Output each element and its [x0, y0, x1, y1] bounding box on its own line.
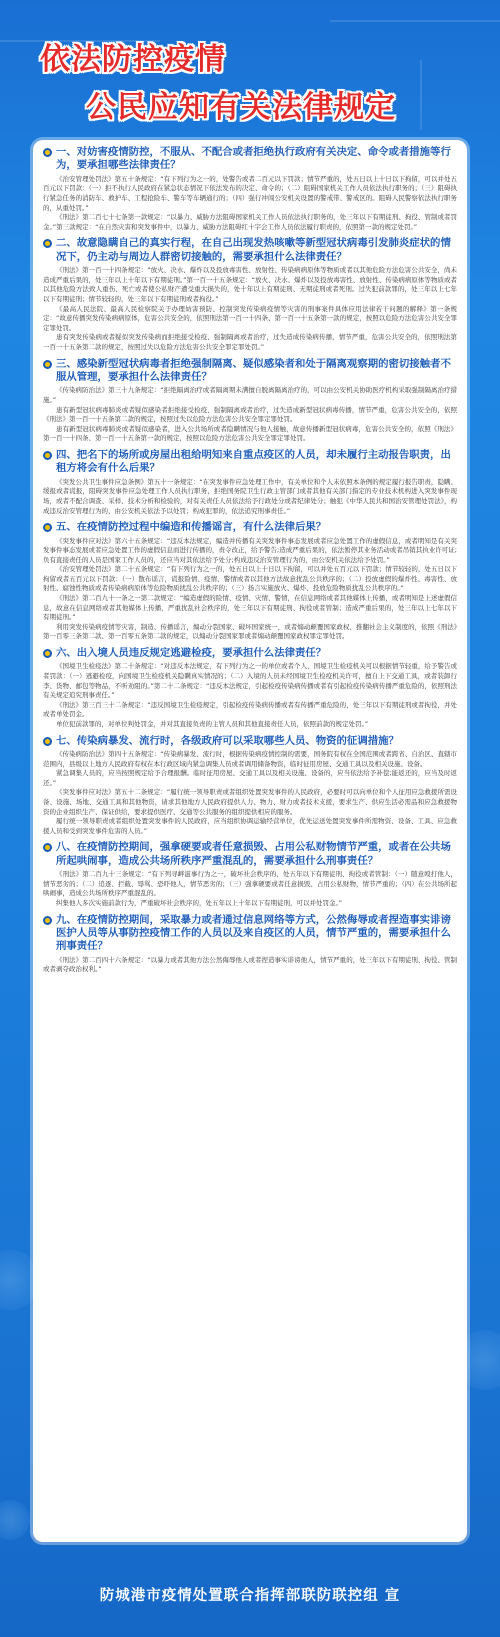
law-paragraph: 《治安管理处罚法》第二十五条规定：“有下列行为之一的，处五日以上十日以下拘留，可以并处五百元以下罚款；情节较轻的，处五日以下拘留或者五百元以下罚款：（一）散布谣言，谎报险情、疫情、警情或者以其他方法故意扰乱公共秩序的；（二）投放虚假的爆炸性、毒害性、放射性、腐蚀性物质或者传染病病原体等危险物质扰乱公共秩序的；（三）扬言实施放火、爆炸、投放危险物质扰乱公共秩序的。”: [43, 565, 457, 593]
section-question: [43, 914, 457, 954]
title-line2: 公民应知有关法律规定: [86, 90, 396, 125]
law-section: [43, 358, 457, 444]
law-paragraph: 纠集他人多次实施前款行为，严重破坏社会秩序的，处五年以上十年以下有期徒刑，可以并处罚金。”: [56, 898, 343, 907]
bullet-icon: [43, 360, 52, 369]
question-text: 九、在疫情防控期间，采取暴力或者通过信息网络等方式，公然侮辱或者捏造事实诽谤医护人员等从事防控疫情工作的人员以及来自疫区的人员，情节严重的，需要承担什么刑事责任？: [56, 913, 451, 953]
poster-title: [0, 0, 500, 140]
law-section: [43, 449, 457, 516]
law-section: [43, 237, 457, 352]
law-paragraph: 《刑法》第二百四十六条规定：“以暴力或者其他方法公然侮辱他人或者捏造事实诽谤他人，情节严重的，处三年以下有期徒刑、拘役、管制或者剥夺政治权利。”: [43, 955, 457, 974]
section-question: [43, 358, 457, 385]
law-paragraph: 《刑法》第三百三十二条规定：“违反国境卫生检疫规定，引起检疫传染病传播或者有传播严重危险的，处三年以下有期徒刑或者拘役，并处或者单处罚金。: [43, 700, 457, 719]
law-paragraph: 患有新型冠状病毒肺炎或者疑似感染者拒绝接受检疫、强制隔离或者治疗，过失造成新型冠状病毒传播，情节严重，危害公共安全的，依照《刑法》第一百一十五条第二款的规定，按照过失以危险方法危害公共安全罪定罪处罚。: [43, 405, 457, 424]
law-paragraph: 单位犯前款罪的，对单位判处罚金，并对其直接负责的主管人员和其他直接责任人员，依照前款的规定处罚。”: [56, 720, 369, 728]
law-section: [43, 647, 457, 730]
section-question: [43, 841, 457, 868]
law-paragraph: 《突发事件应对法》第五十二条规定：“履行统一领导职责或者组织处置突发事件的人民政府，必要时可以向单位和个人征用应急救援所需设备、设施、场地、交通工具和其他物资，请求其他地方人民政府提供人力、物力、财力或者技术支援，要求生产、供应生活必需品和应急救援物资的企业组织生产、保证供给，要求提供医疗、交通等公共服务的组织提供相应的服务。: [43, 788, 457, 816]
bullet-icon: [43, 451, 52, 460]
bullet-icon: [43, 649, 52, 658]
section-question: [43, 449, 457, 476]
bullet-icon: [43, 239, 52, 248]
question-text: 五、在疫情防控过程中编造和传播谣言，有什么法律后果？: [56, 521, 327, 534]
section-question: [43, 521, 457, 534]
law-paragraph: 《刑法》第二百七十七条第一款规定：“以暴力、威胁方法阻碍国家机关工作人员依法执行职务的，处三年以下有期徒刑、拘役、管制或者罚金。”第三款规定：“在自然灾害和突发事件中，以暴力、威胁方法阻碍红十字会工作人员依法履行职责的，依照第一款的规定处罚。”: [43, 213, 457, 231]
bullet-icon: [43, 843, 52, 852]
law-paragraph: 《传染病防治法》第三十九条规定：“拒绝隔离治疗或者隔离期未满擅自脱离隔离治疗的，可以由公安机关协助医疗机构采取强制隔离治疗措施。”: [43, 386, 457, 404]
law-paragraph: 《刑法》第二百九十三条规定：“有下列寻衅滋事行为之一，破坏社会秩序的，处五年以下有期徒刑、拘役或者管制：（一）随意殴打他人，情节恶劣的；（二）追逐、拦截、辱骂、恐吓他人，情节恶劣的；（三）强拿硬要或者任意损毁、占用公私财物，情节严重的；（四）在公共场所起哄闹事，造成公共场所秩序严重混乱的。: [43, 870, 457, 898]
virus-icon: [0, 1500, 30, 1540]
law-section: [43, 735, 457, 837]
question-text: 三、感染新型冠状病毒者拒绝强制隔离、疑似感染者和处于隔离观察期的密切接触者不服从管理，要承担什么法律责任？: [56, 357, 451, 383]
question-text: 二、故意隐瞒自己的真实行程，在自己出现发热咳嗽等新型冠状病毒引发肺炎症状的情况下，仍主动与周边人群密切接触的，需要承担什么法律责任？: [56, 237, 451, 263]
law-paragraph: 《突发事件应对法》第六十五条规定：“违反本法规定，编造并传播有关突发事件事态发展或者应急处置工作的虚假信息，或者明知是有关突发事件事态发展或者应急处置工作的虚假信息而进行传播的，责令改正，给予警告;造成严重后果的，依法暂停其业务活动或者吊销其执业许可证;负有直接责任的人员是国家工作人员的，还应当对其依法给予处分;构成违反治安管理行为的，由公安机关依法给予处罚。”: [43, 536, 457, 564]
law-paragraph: 《突发公共卫生事件应急条例》第五十一条规定：“在突发事件应急处理工作中，有关单位和个人未依照本条例的规定履行报告职责，隐瞒、缓报或者谎报，阻碍突发事件应急处理工作人员执行职务，拒绝国务院卫生行政主管部门或者其他有关部门指定的专业技术机构进入突发事件现场，或者不配合调查、采样、技术分析和检验的，对有关责任人员依法给予行政处分或者纪律处分；触犯《中华人民共和国治安管理处罚法》，构成违反治安管理行为的，由公安机关依法予以处罚；构成犯罪的，依法追究刑事责任。”: [43, 477, 457, 515]
section-question: [43, 735, 457, 748]
title-line1: 依法防控疫情: [40, 42, 226, 77]
question-text: 八、在疫情防控期间，强拿硬要或者任意损毁、占用公私财物情节严重，或者在公共场所起哄闹事，造成公共场所秩序严重混乱的，需要承担什么刑事责任？: [56, 841, 451, 867]
question-text: 一、对妨害疫情防控，不服从、不配合或者拒绝执行政府有关决定、命令或者措施等行为，要承担哪些法律责任？: [56, 146, 451, 172]
law-paragraph: 患有新型冠状病毒肺炎或者疑似感染者，进入公共场所或者隐瞒情况与他人接触，故意传播新型冠状病毒，危害公共安全的，依照《刑法》第一百一十四条、第一百一十五条第一款的规定，按照以危险方法危害公共安全罪定罪处罚。: [43, 424, 457, 443]
law-section: [43, 841, 457, 908]
section-question: [43, 647, 457, 660]
footer-credit: 防城港市疫情处置联合指挥部联防联控组 宣: [99, 1588, 401, 1604]
section-question: [43, 146, 457, 173]
law-paragraph: 紧急调集人员的，应当按照规定给予合理报酬。临时征用房屋、交通工具以及相关设施、设备的，应当依法给予补偿;能返还的，应当及时返还。”: [43, 769, 457, 787]
law-paragraph: 《刑法》第二百九十一条之一第二款规定：“编造虚假的险情、疫情、灾情、警情，在信息网络或者其他媒体上传播，或者明知是上述虚假信息，故意在信息网络或者其他媒体上传播，严重扰乱社会秩序的，处三年以下有期徒刑、拘役或者管制；造成严重后果的，处三年以上七年以下有期徒刑。”: [43, 594, 457, 622]
content-panel: [33, 140, 467, 1542]
question-text: 四、把名下的场所或房屋出租给明知来自重点疫区的人员，却未履行主动报告职责，出租方将会有什么后果？: [56, 448, 451, 475]
bullet-icon: [43, 148, 52, 157]
law-paragraph: 《治安管理处罚法》第五十条规定：“有下列行为之一的，处警告或者二百元以下罚款；情节严重的，处五日以上十日以下拘留，可以并处五百元以下罚款：（一）拒不执行人民政府在紧急状态情况下依法发布的决定、命令的；（二）阻碍国家机关工作人员依法执行职务的；（三）阻碍执行紧急任务的消防车、救护车、工程抢险车、警车等车辆通行的；（四）强行冲闯公安机关设置的警戒带、警戒区的。阻碍人民警察依法执行职务的，从重处罚。”: [43, 174, 457, 212]
law-paragraph: 《传染病防治法》第四十五条规定：“传染病暴发、流行时，根据传染病疫情控制的需要，国务院有权在全国范围或者跨省、自治区、直辖市范围内，县级以上地方人民政府有权在本行政区域内紧急调集人员或者调用储备物资，临时征用房屋、交通工具以及相关设施、设备。: [43, 750, 457, 768]
law-paragraph: 《国境卫生检疫法》第二十条规定：“对违反本法规定，有下列行为之一的单位或者个人，国境卫生检疫机关可以根据情节轻重，给予警告或者罚款：（一）逃避检疫，向国境卫生检疫机关隐瞒真实情况的；（二）入境的人员未经国境卫生检疫机关许可，擅自上下交通工具，或者装卸行李、货物、邮包等物品，不听劝阻的。”第二十二条规定：“违反本法规定，引起检疫传染病传播或者有引起检疫传染病传播严重危险的，依照刑法有关规定追究刑事责任。”: [43, 662, 457, 700]
section-question: [43, 237, 457, 264]
law-paragraph: 《刑法》第一百一十四条规定：“放火、决水、爆炸以及投放毒害性、放射性、传染病病原体等物质或者以其他危险方法危害公共安全，尚未造成严重后果的，处三年以上十年以下有期徒刑。”第一百一十五条规定：“放火、决水、爆炸以及投放毒害性、放射性、传染病病原体等物质或者以其他危险方法致人重伤、死亡或者使公私财产遭受重大损失的，处十年以上有期徒刑、无期徒刑或者死刑。过失犯前款罪的，处三年以上七年以下有期徒刑；情节较轻的，处三年以下有期徒刑或者拘役。”: [43, 266, 457, 303]
law-paragraph: 利用突发传染病疫情等灾害，制造、传播谣言，煽动分裂国家、破坏国家统一，或者煽动颠覆国家政权、推翻社会主义制度的，依照《刑法》第一百零三条第二款、第一百零五条第二款的规定，以煽动分裂国家罪或者煽动颠覆国家政权罪定罪处罚。: [43, 622, 457, 641]
law-section: [43, 146, 457, 232]
bullet-icon: [43, 523, 52, 532]
law-section: [43, 914, 457, 975]
law-paragraph: 履行统一领导职责或者组织处置突发事件的人民政府，应当组织协调运输经营单位，优先运送处置突发事件所需物资、设备、工具、应急救援人员和受到突发事件危害的人员。”: [43, 817, 457, 835]
law-section: [43, 521, 457, 642]
law-paragraph: 患有突发传染病或者疑似突发传染病而拒绝接受检疫、强制隔离或者治疗，过失造成传染病传播，情节严重，危害公共安全的，依照刑法第一百一十五条第二款的规定，按照过失以危险方法危害公共安全罪定罪处罚。”: [43, 333, 457, 351]
question-text: 七、传染病暴发、流行时，各级政府可以采取哪些人员、物资的征调措施？: [56, 734, 399, 747]
bullet-icon: [43, 916, 52, 925]
question-text: 六、出入境人员违反规定逃避检疫，要承担什么法律责任？: [56, 647, 327, 660]
bullet-icon: [43, 737, 52, 746]
law-paragraph: 《最高人民法院、最高人民检察院关于办理妨害预防、控制突发传染病疫情等灾害的刑事案件具体应用法律若干问题的解释》第一条规定：“故意传播突发传染病病原体，危害公共安全的，依照刑法第一百一十四条、第一百一十五条第一款的规定，按照以危险方法危害公共安全罪定罪处罚。: [43, 304, 457, 332]
